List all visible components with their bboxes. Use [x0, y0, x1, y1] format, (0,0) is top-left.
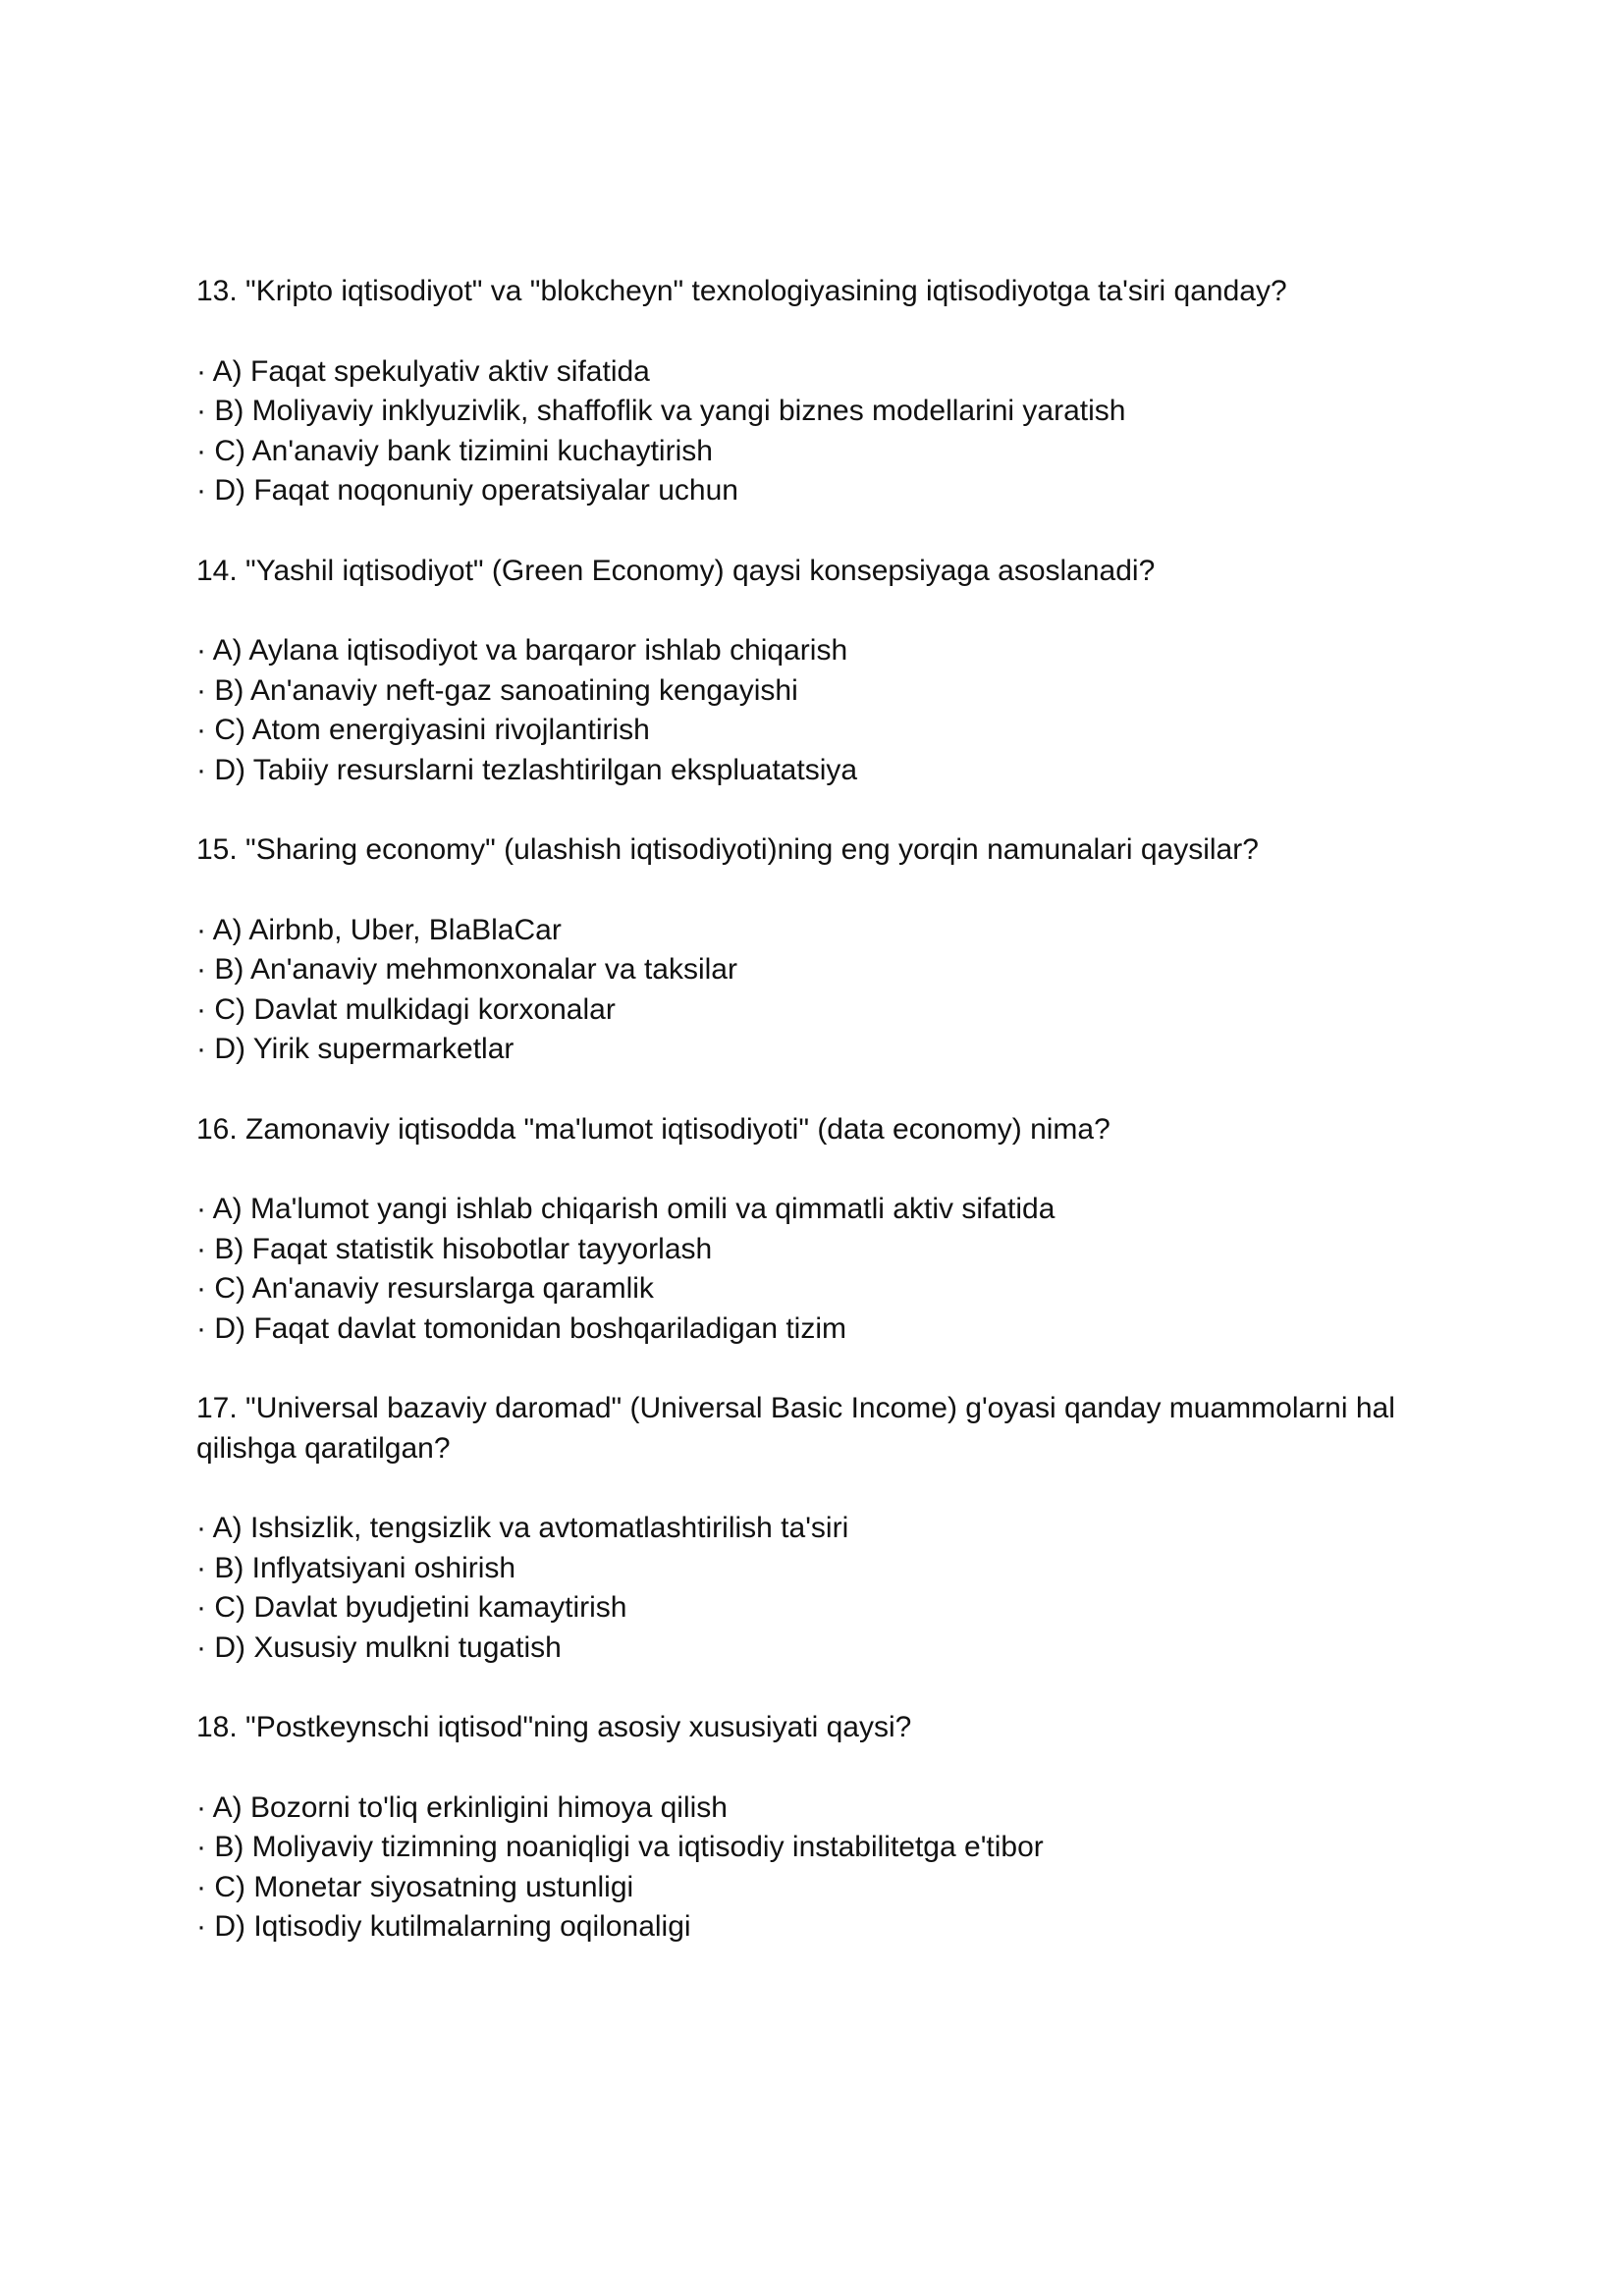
options-list	[196, 1509, 1434, 1668]
document-page	[196, 272, 1434, 1988]
question-text: 13. "Kripto iqtisodiyot" va "blokcheyn" texnologiyasining iqtisodiyotga ta'siri qanday?	[196, 275, 1287, 307]
option-b: · B) An'anaviy mehmonxonalar va taksilar	[196, 953, 737, 986]
option-c: · C) Monetar siyosatning ustunligi	[196, 1870, 634, 1903]
option-a: · A) Aylana iqtisodiyot va barqaror ishlab chiqarish	[196, 634, 848, 667]
option-d: · D) Xususiy mulkni tugatish	[196, 1630, 562, 1664]
options-list	[196, 1190, 1434, 1349]
question-text: 16. Zamonaviy iqtisodda "ma'lumot iqtisodiyoti" (data economy) nima?	[196, 1112, 1110, 1146]
option-a: · A) Ma'lumot yangi ishlab chiqarish omili va qimmatli aktiv sifatida	[196, 1193, 1056, 1225]
option-a: · A) Faqat spekulyativ aktiv sifatida	[196, 354, 650, 388]
option-b: · B) Moliyaviy inklyuzivlik, shaffoflik va yangi biznes modellarini yaratish	[196, 395, 1126, 427]
option-a: · A) Ishsizlik, tengsizlik va avtomatlashtirilish ta'siri	[196, 1512, 849, 1544]
option-d: · D) Faqat noqonuniy operatsiyalar uchun	[196, 474, 738, 507]
option-b: · B) Faqat statistik hisobotlar tayyorlash	[196, 1232, 713, 1265]
option-a: · A) Airbnb, Uber, BlaBlaCar	[196, 913, 562, 946]
question-text: 17. "Universal bazaviy daromad" (Universal Basic Income) g'oyasi qanday muammolarni hal qilishga qaratilgan?	[196, 1392, 1395, 1465]
options-list	[196, 631, 1434, 790]
option-b: · B) Inflyatsiyani oshirish	[196, 1551, 516, 1584]
question-block	[196, 830, 1434, 1070]
question-block	[196, 1389, 1434, 1668]
option-d: · D) Faqat davlat tomonidan boshqariladigan tizim	[196, 1311, 847, 1345]
option-b: · B) Moliyaviy tizimning noaniqligi va iqtisodiy instabilitetga e'tibor	[196, 1831, 1044, 1863]
options-list	[196, 352, 1434, 511]
option-d: · D) Tabiiy resurslarni tezlashtirilgan ekspluatatsiya	[196, 753, 858, 786]
option-c: · C) An'anaviy bank tizimini kuchaytirish	[196, 434, 713, 467]
question-text: 18. "Postkeynschi iqtisod"ning asosiy xususiyati qaysi?	[196, 1711, 912, 1743]
option-c: · C) Atom energiyasini rivojlantirish	[196, 714, 650, 746]
option-d: · D) Yirik supermarketlar	[196, 1033, 514, 1065]
question-block	[196, 552, 1434, 791]
question-text: 15. "Sharing economy" (ulashish iqtisodiyoti)ning eng yorqin namunalari qaysilar?	[196, 833, 1259, 866]
question-text: 14. "Yashil iqtisodiyot" (Green Economy) qaysi konsepsiyaga asoslanadi?	[196, 554, 1156, 587]
question-block	[196, 1110, 1434, 1350]
question-block	[196, 272, 1434, 511]
option-c: · C) An'anaviy resurslarga qaramlik	[196, 1272, 654, 1305]
option-c: · C) Davlat byudjetini kamaytirish	[196, 1591, 627, 1624]
options-list	[196, 911, 1434, 1070]
option-d: · D) Iqtisodiy kutilmalarning oqilonaligi	[196, 1910, 691, 1943]
question-block	[196, 1708, 1434, 1948]
option-b: · B) An'anaviy neft-gaz sanoatining kengayishi	[196, 673, 798, 707]
option-c: · C) Davlat mulkidagi korxonalar	[196, 992, 616, 1026]
option-a: · A) Bozorni to'liq erkinligini himoya qilish	[196, 1790, 728, 1824]
options-list	[196, 1789, 1434, 1948]
